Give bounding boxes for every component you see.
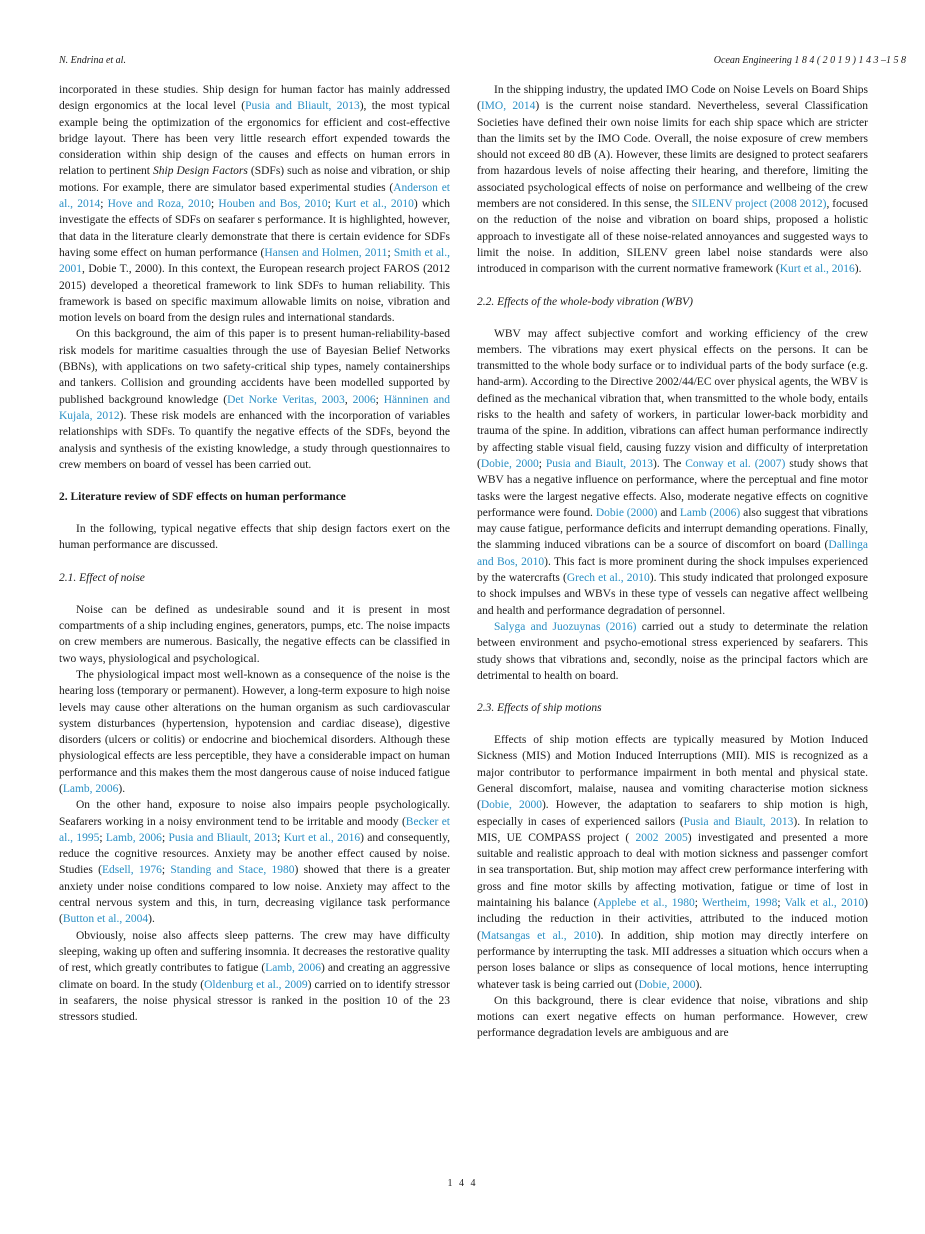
paragraph: On this background, the aim of this paper is to present human-reliability-based risk models for maritime casualties through the use of Bayesian Belief Networks (BBNs), with applications on two safety-critical ship types, namely containerships and tankers. Collision and grounding accidents have been modelled supported by published background knowledge (Det Norke Veritas, 2003, 2006; Hänninen and Kujala, 2012). These risk models are enhanced with the incorporation of variables relationships with SDFs. To quantify the negative effects of the SDFs, beyond the analysis and synthesis of the existing knowledge, a study through questionnaires to crew members on board of vessel has been carried out. [59,328,450,471]
citation-link[interactable]: Salyga and Juozuynas (2016) [494,620,637,633]
citation-link[interactable]: Kurt et al., 2010 [335,198,414,211]
citation-link[interactable]: Lamb, 2006 [62,782,119,795]
section-heading: 2. Literature review of SDF effects on human performance [59,491,346,504]
right-column [477,82,868,1042]
paragraph: On this background, there is clear evidence that noise, vibrations and ship motions can exert negative effects on human performance. However, crew performance degradation levels are ambiguous and are [477,994,868,1040]
citation-link[interactable]: Dobie, 2000 [480,799,542,812]
citation-link[interactable]: Kurt et al., 2016 [779,263,855,276]
subsection-heading: 2.2. Effects of the whole-body vibration (WBV) [477,295,693,308]
citation-link[interactable]: Dallinga and Bos, 2010 [477,539,868,568]
running-header [59,55,906,69]
header-journal: Ocean Engineering 1 8 4 ( 2 0 1 9 ) 1 4 3 –1 5 8 [713,55,906,66]
paragraph: Obviously, noise also affects sleep patterns. The crew may have difficulty sleeping, waking up often and suffering insomnia. It decreases the restorative quality of rest, which greatly contributes to fatigue (Lamb, 2006) and creating an aggressive climate on board. In the study (Oldenburg et al., 2009) carried on to identify stressor in seafarers, the noise physical stressor is ranked in the position 10 of the 23 stressors studied. [59,929,450,1024]
citation-link[interactable]: Standing and Stace, 1980 [170,864,295,877]
citation-link[interactable]: SILENV project (2008 2012) [691,198,827,211]
citation-link[interactable]: Lamb, 2006 [105,831,162,844]
citation-link[interactable]: Dobie (2000) [595,506,658,519]
citation-link[interactable]: Pusia and Bliault, 2013 [245,100,360,113]
left-column [59,82,450,1025]
subsection-heading: 2.3. Effects of ship motions [477,702,602,715]
citation-link[interactable]: Becker et al., 1995 [59,815,450,844]
citation-link[interactable]: Hansen and Holmen, 2011 [264,246,388,259]
paragraph: In the shipping industry, the updated IMO Code on Noise Levels on Board Ships (IMO, 2014) is the current noise standard. Nevertheless, several Classification Societies have defined their own noise limits for each ship space which are stricter than the limits set by the IMO Code. Overall, the noise exposure of crew members should not exceed 80 dB (A). However, these limits are designed to protect seafarers from hazardous levels of noise affecting their hearing, and therefore, limiting the associated psychological effects of noise on performance and wellbeing of the crew members are not considered. In this sense, the SILENV project (2008 2012), focused on the reduction of the noise and vibration on board ships, proposed a holistic approach to investigate all of these noise-related annoyances and suggested ways to limit the noise. In addition, SILENV green label noise standards were also introduced in comparison with the current normative framework (Kurt et al., 2016). [477,84,869,276]
header-authors: N. Endrina et al. [59,55,126,66]
citation-link[interactable]: Pusia and Biault, 2013 [545,457,654,470]
citation-link[interactable]: Smith et al., 2001 [59,246,450,276]
paragraph: WBV may affect subjective comfort and working efficiency of the crew members. The vibrations may exert physical effects on the persons. It can be transmitted to the whole body surface or to individual parts of the body surface (e.g. hand-arm). According to the Directive 2002/44/EC over physical agents, the WBV is defined as the mechanical vibration that, when transmitted to the whole body, entails risks to the health and safety of workers, in particular lower-back morbidity and trauma of the spine. In addition, vibrations can affect human performance indirectly by affecting stable visual field, causing fuzzy vision and difficulty of interpretation (Dobie, 2000; Pusia and Biault, 2013). The Conway et al. (2007) study shows that WBV has a negative influence on performance, where the perceptual and fine motor tasks were the largest negative effects. Also, moderate negative effects on cognitive performance were found. Dobie (2000) and Lamb (2006) also suggest that vibrations may cause fatigue, performance deficits and interrupt demanding operations. Finally, the slamming induced vibrations can be a source of discomfort on board (Dallinga and Bos, 2010). This fact is more prominent during the shock impulses experienced by the watercrafts (Grech et al., 2010). This study indicated that prolonged exposure to shock impulses and WBVs in these type of vessels can negative affect wellbeing and health and performance degradation of personnel. [477,327,869,617]
citation-link[interactable]: Lamb (2006) [679,506,741,519]
citation-link[interactable]: Hove and Roza, 2010 [107,198,212,211]
citation-link[interactable]: Edsell, 1976 [101,864,162,877]
subsection-heading: 2.1. Effect of noise [59,571,145,584]
citation-link[interactable]: Wertheim, 1998 [702,897,778,910]
citation-link[interactable]: Hänninen and Kujala, 2012 [59,393,450,422]
citation-link[interactable]: Kurt et al., 2016 [283,831,361,844]
citation-link[interactable]: Applebe et al., 1980 [597,897,695,910]
citation-link[interactable]: Det Norke Veritas, 2003 [227,393,345,406]
paragraph: incorporated in these studies. Ship design for human factor has mainly addressed design ergonomics at the local level (Pusia and Bliault, 2013), the most typical example being the optimization of the ergonomics for efficient and cost-effective bridge layout. There has been very little research effort expended towards the consideration within ship design of the causes and effects on human errors in relation to pertinent Ship Design Factors (SDFs) such as noise and vibration, or ship motions. For example, there are simulator based experimental studies (Anderson et al., 2014; Hove and Roza, 2010; Houben and Bos, 2010; Kurt et al., 2010) which investigate the effects of SDFs on seafarer s performance. It is highlighted, however, that data in the literature clearly demonstrate that there is certain evidence for SDFs having some effect on human performance (Hansen and Holmen, 2011; Smith et al., 2001, Dobie T., 2000). In this context, the European research project FAROS (2012 2015) developed a theoretical framework to link SDFs to human reliability. This framework is based on specific maximum allowable limits on noise, vibration and motion levels on board from the design rules and international standards. [59,84,450,325]
paragraph: On the other hand, exposure to noise also impairs people psychologically. Seafarers working in a noisy environment tend to be irritable and moody (Becker et al., 1995; Lamb, 2006; Pusia and Bliault, 2013; Kurt et al., 2016) and consequently, reduce the cognitive resources. Anxiety may be another effect caused by noise. Studies (Edsell, 1976; Standing and Stace, 1980) showed that there is a greater anxiety under noise conditions compared to low noise. Anxiety may affect to the central nervous system and this, in turn, decreasing vigilance task performance (Button et al., 2004). [59,799,451,926]
citation-link[interactable]: Grech et al., 2010 [566,572,650,585]
citation-link[interactable]: Dobie, 2000 [480,457,539,470]
citation-link[interactable]: Button et al., 2004 [62,913,149,926]
citation-link[interactable]: Conway et al. (2007) [685,457,786,470]
citation-link[interactable]: Matsangas et al., 2010 [480,929,597,942]
paragraph: Salyga and Juozuynas (2016) carried out a study to determinate the relation between environment and psycho-emotional stress experienced by seafarers. This study shows that vibrations and, secondly, noise as the principal factors which are detrimental to health on board. [477,620,869,682]
paragraph: The physiological impact most well-known as a consequence of the noise is the hearing loss (temporary or permanent). However, a long-term exposure to high noise levels may cause other alterations on the human organism as such cardiovascular system disturbances (hypertension, hypotension and cardiac disease), digestive disorders (ulcers or colitis) or endocrine and biochemical disorders. Although these physiological effects are less perceptible, they have a considerable impact on human performance and this makes them the most dangerous cause of noise induced fatigue (Lamb, 2006). [59,668,450,795]
citation-link[interactable]: 2002 2005 [635,831,688,844]
paragraph: Effects of ship motion effects are typically measured by Motion Induced Sickness (MIS) and Motion Induced Interruptions (MII). MIS is recognized as a major contributor to performance impairment in both mental and physical state. General discomfort, malaise, nausea and vomiting characterise motion sickness (Dobie, 2000). However, the adaptation to seafarers to ship motion is high, especially in cases of experienced sailors (Pusia and Biault, 2013). In relation to MIS, UE COMPASS project ( 2002 2005) investigated and presented a more suitable and realistic approach to deal with motion sickness and passenger comfort in sea transportation. But, ship motion may affect crew performance interfering with gross and fine motor skills by affecting motivation, fatigue or time of lost in maintaining his balance (Applebe et al., 1980; Wertheim, 1998; Valk et al., 2010) including the reduction in their activities, attributed to the induced motion (Matsangas et al., 2010). In addition, ship motion may directly interfere on performance by interrupting the task. MII addresses a situation which occurs when a person loses balance or slips as consequence of local motions, hence interrupting whatever task is being carried out (Dobie, 2000). [477,734,868,991]
citation-link[interactable]: Anderson et al., 2014 [59,181,450,211]
citation-link[interactable]: Dobie, 2000 [638,978,696,991]
citation-link[interactable]: IMO, 2014 [480,100,536,113]
citation-link[interactable]: Pusia and Biault, 2013 [683,815,794,828]
citation-link[interactable]: Houben and Bos, 2010 [218,198,328,211]
paragraph: In the following, typical negative effects that ship design factors exert on the human performance are discussed. [59,523,450,552]
citation-link[interactable]: 2006 [352,393,376,406]
citation-link[interactable]: Oldenburg et al., 2009 [204,978,308,991]
page-number: 1 4 4 [447,1178,478,1189]
citation-link[interactable]: Lamb, 2006 [265,962,321,975]
paragraph: Noise can be defined as undesirable sound and it is present in most compartments of a ship including engines, generators, pumps, etc. The noise impacts on crew members are numerous. Basically, the negative effects can be classified in two ways, physiological and psychological. [59,603,450,665]
citation-link[interactable]: Pusia and Bliault, 2013 [168,831,278,844]
citation-link[interactable]: Valk et al., 2010 [784,897,865,910]
